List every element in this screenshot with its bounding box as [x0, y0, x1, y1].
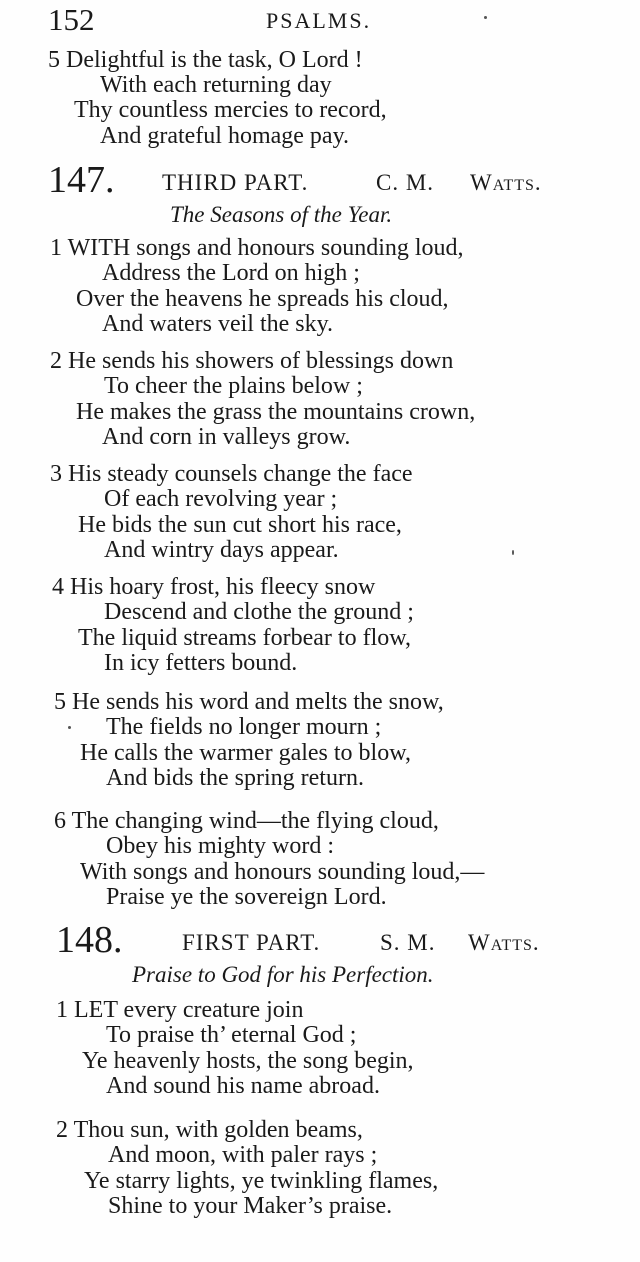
- stanza-line: And bids the spring return.: [106, 765, 364, 791]
- stanza-line: He makes the grass the mountains crown,: [76, 399, 476, 425]
- stanza-line: And waters veil the sky.: [102, 311, 334, 337]
- stanza-line: Ye heavenly hosts, the song begin,: [82, 1048, 414, 1074]
- print-speck: [512, 550, 514, 555]
- stanza-line: Obey his mighty word :: [106, 833, 334, 859]
- hymn-number: 148.: [56, 919, 123, 961]
- hymn-subtitle: Praise to God for his Perfection.: [132, 962, 434, 987]
- stanza-line: 6 The changing wind—the flying cloud,: [54, 808, 439, 834]
- stanza-line: To praise th’ eternal God ;: [106, 1022, 357, 1048]
- hymn-part: FIRST PART.: [182, 930, 321, 955]
- stanza-line: Praise ye the sovereign Lord.: [106, 884, 387, 910]
- hymn-author: Watts.: [470, 170, 542, 195]
- stanza-line: Of each revolving year ;: [104, 486, 338, 512]
- stanza-line: 4 His hoary frost, his fleecy snow: [52, 574, 376, 600]
- stanza-line: The liquid streams forbear to flow,: [78, 625, 412, 651]
- stanza-line: He bids the sun cut short his race,: [78, 512, 402, 538]
- stanza-line: With songs and honours sounding loud,—: [80, 859, 485, 885]
- stanza-line: The fields no longer mourn ;: [106, 714, 382, 740]
- stanza-line: 5 He sends his word and melts the snow,: [54, 689, 444, 715]
- stanza-line: And corn in valleys grow.: [102, 424, 351, 450]
- hymn-meter: S. M.: [380, 930, 436, 955]
- stanza-line: 1 WITH songs and honours sounding loud,: [50, 235, 464, 261]
- stanza-line: Thy countless mercies to record,: [74, 97, 387, 123]
- stanza-line: 3 His steady counsels change the face: [50, 461, 413, 487]
- stanza-line: And grateful homage pay.: [100, 123, 350, 149]
- stanza-line: Shine to your Maker’s praise.: [108, 1193, 393, 1219]
- stanza-line: Ye starry lights, ye twinkling flames,: [84, 1168, 439, 1194]
- stanza-line: Address the Lord on high ;: [102, 260, 360, 286]
- stanza-line: 2 Thou sun, with golden beams,: [56, 1117, 363, 1143]
- hymn-subtitle: The Seasons of the Year.: [170, 202, 393, 227]
- running-head: PSALMS.: [266, 8, 372, 33]
- hymn-number: 147.: [48, 159, 115, 201]
- stanza-line: And wintry days appear.: [104, 537, 339, 563]
- stanza-line: Over the heavens he spreads his cloud,: [76, 286, 449, 312]
- hymn-part: THIRD PART.: [162, 170, 309, 195]
- stanza-line: In icy fetters bound.: [104, 650, 298, 676]
- stanza-line: He calls the warmer gales to blow,: [80, 740, 411, 766]
- page-number: 152: [48, 2, 95, 37]
- stanza-line: And sound his name abroad.: [106, 1073, 380, 1099]
- print-speck: [484, 16, 487, 19]
- stanza-line: 5 Delightful is the task, O Lord !: [48, 47, 363, 73]
- hymn-author: Watts.: [468, 930, 540, 955]
- hymn-meter: C. M.: [376, 170, 435, 195]
- stanza-line: With each returning day: [100, 72, 332, 98]
- stanza-line: 2 He sends his showers of blessings down: [50, 348, 454, 374]
- stanza-line: And moon, with paler rays ;: [108, 1142, 378, 1168]
- print-speck: [68, 726, 71, 729]
- stanza-line: To cheer the plains below ;: [104, 373, 363, 399]
- stanza-line: 1 LET every creature join: [56, 997, 304, 1023]
- stanza-line: Descend and clothe the ground ;: [104, 599, 414, 625]
